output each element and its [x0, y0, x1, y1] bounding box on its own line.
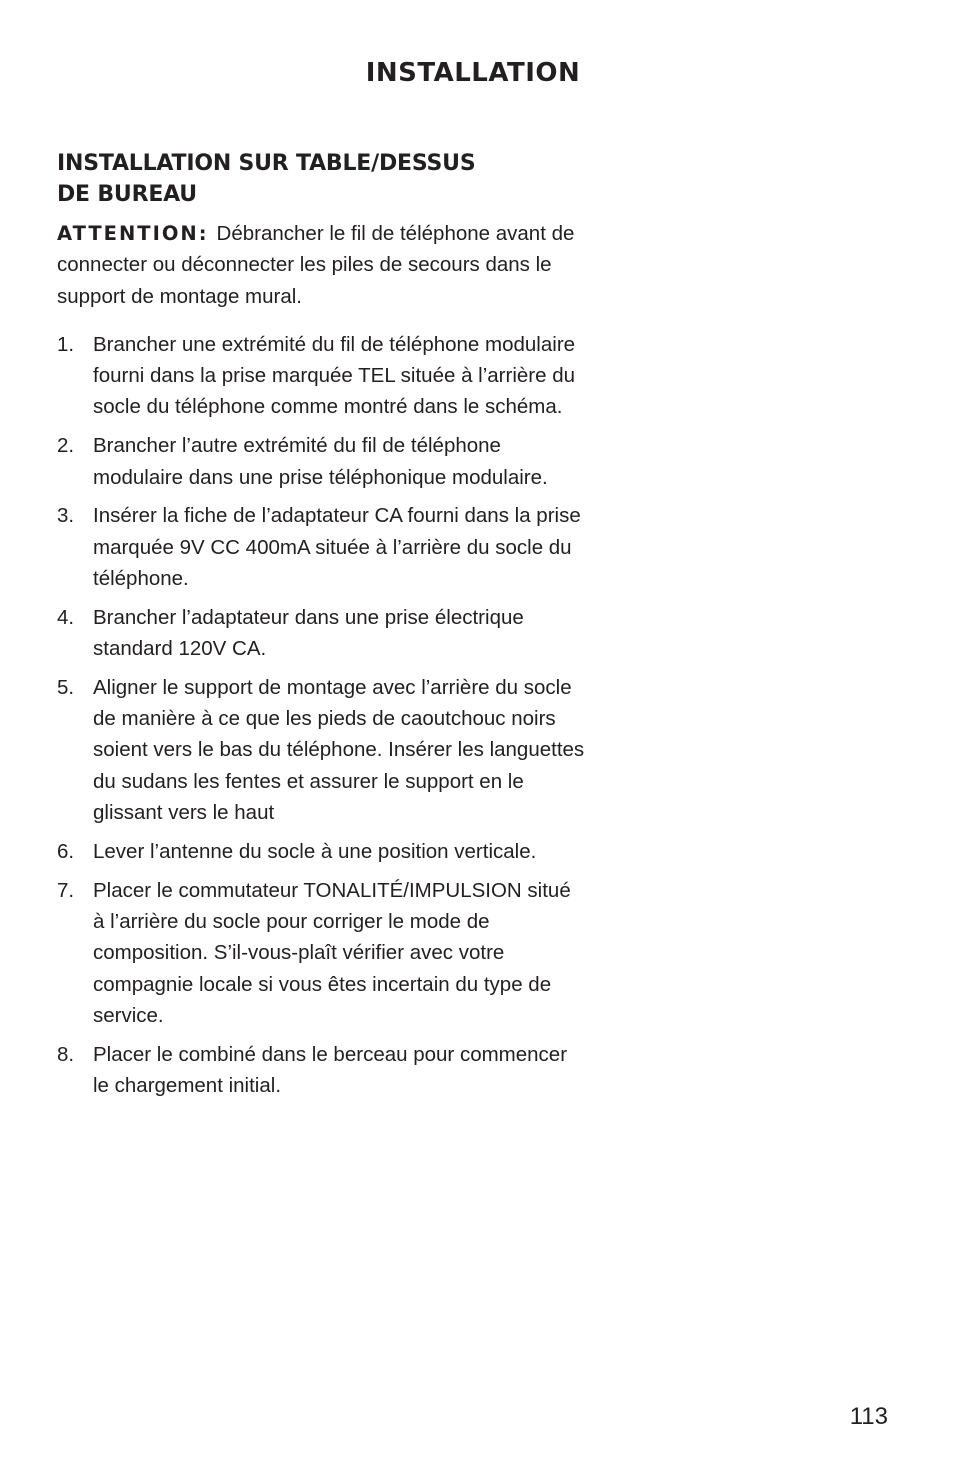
step-text: Aligner le support de montage avec l’arrière du socle de manière à ce que les pieds de caoutchouc noirs soient vers le bas du téléphone. Insérer les languettes du sudans les fentes et assurer le support en le glissant vers le haut	[93, 675, 585, 825]
step-number: 2.	[57, 434, 75, 458]
step-item	[57, 836, 587, 867]
step-text: Lever l’antenne du socle à une position verticale.	[93, 839, 537, 863]
attention-paragraph	[57, 218, 587, 312]
step-item	[57, 875, 587, 1031]
section-title	[57, 148, 587, 210]
content-column	[57, 148, 587, 1109]
page-number: 113	[849, 1403, 888, 1430]
step-item	[57, 329, 587, 423]
step-number: 7.	[57, 878, 75, 902]
step-number: 1.	[57, 332, 75, 356]
step-item	[57, 500, 587, 594]
step-number: 6.	[57, 839, 75, 863]
installation-steps	[57, 329, 587, 1101]
step-number: 8.	[57, 1042, 75, 1066]
attention-text: Débrancher le fil de téléphone avant de connecter ou déconnecter les piles de secours dans le support de montage mural.	[57, 222, 575, 308]
section-title-line1: INSTALLATION SUR TABLE/DESSUS	[57, 151, 476, 176]
step-item	[57, 430, 587, 493]
step-number: 3.	[57, 504, 75, 528]
step-text: Brancher une extrémité du fil de téléphone modulaire fourni dans la prise marquée TEL située à l’arrière du socle du téléphone comme montré dans le schéma.	[93, 332, 576, 419]
step-number: 4.	[57, 605, 75, 629]
step-item	[57, 1039, 587, 1102]
section-title-line2: DE BUREAU	[57, 182, 197, 207]
step-text: Insérer la fiche de l’adaptateur CA fourni dans la prise marquée 9V CC 400mA située à l’arrière du socle du téléphone.	[93, 504, 581, 590]
step-text: Brancher l’adaptateur dans une prise électrique standard 120V CA.	[93, 605, 524, 661]
step-text: Placer le combiné dans le berceau pour commencer le chargement initial.	[93, 1042, 568, 1097]
step-number: 5.	[57, 675, 75, 699]
step-text: Brancher l’autre extrémité du fil de téléphone modulaire dans une prise téléphonique modulaire.	[93, 434, 548, 489]
attention-label: ATTENTION:	[57, 222, 209, 245]
page-title: INSTALLATION	[365, 58, 581, 88]
step-item	[57, 672, 587, 828]
step-item	[57, 602, 587, 665]
step-text: Placer le commutateur TONALITÉ/IMPULSION situé à l’arrière du socle pour corriger le mode de composition. S’il-vous-plaît vérifier avec votre compagnie locale si vous êtes incertain du type de service.	[93, 878, 571, 1027]
